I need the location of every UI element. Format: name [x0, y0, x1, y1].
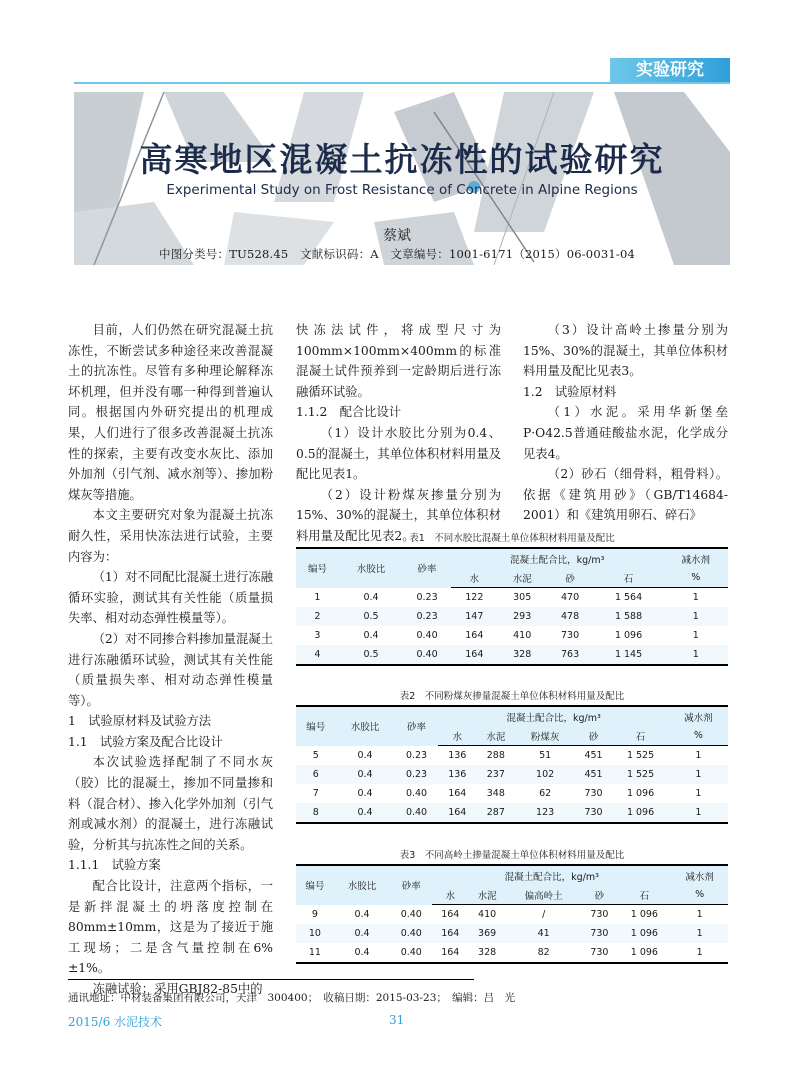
column-3	[523, 320, 728, 526]
table-cell: 1 096	[617, 943, 671, 963]
column-header: 编号	[296, 548, 339, 588]
table-cell: 10	[296, 924, 334, 943]
table-row	[296, 588, 728, 608]
table-cell: 0.4	[357, 749, 373, 761]
column-header: 水泥	[498, 568, 547, 588]
column-header: %	[664, 568, 728, 588]
table-cell: 410	[513, 630, 532, 641]
table-cell: 730	[561, 630, 580, 641]
table-cell: 1 564	[614, 592, 643, 603]
column-header: 水泥	[476, 726, 515, 746]
table-cell: 1	[695, 750, 702, 761]
table-cell: 0.40	[390, 924, 432, 943]
table-row	[296, 924, 728, 943]
column-header: %	[669, 726, 728, 746]
table-cell: 41	[506, 924, 581, 943]
table-cell: 1	[692, 630, 699, 641]
column-header: 石	[593, 568, 663, 588]
paragraph: 配合比设计，注意两个指标，一是新拌混凝土的坍落度控制在80mm±10mm，这是为了接近于施工现场；二是含气量控制在6%±1%。	[68, 879, 273, 976]
data-table	[296, 547, 728, 666]
column-header: 减水剂	[669, 706, 728, 726]
table-cell: 730	[575, 803, 613, 823]
table-cell: 1	[669, 765, 728, 784]
table-cell: 5	[312, 749, 319, 761]
paragraph: （2）砂石（细骨料，粗骨料）。依据《建筑用砂》（GB/T14684-2001）和《建筑用卵石、碎石》	[523, 467, 728, 523]
paragraph: 目前，人们仍然在研究混凝土抗冻性，不断尝试多种途径来改善混凝土的抗冻性。尽管有多种理论解释冻坏机理，但并没有哪一种得到普遍认同。根据国内外研究提出的机理成果，人们进行了很多改善混凝土抗冻性的探索，主要有改变水灰比、添加外加剂（引气剂、减水剂等）、掺加粉煤灰等措施。	[68, 323, 273, 502]
table-cell: 730	[584, 788, 603, 799]
table-cell: 0.40	[400, 908, 422, 920]
table-cell: 1 096	[617, 924, 671, 943]
column-header: 偏高岭土	[506, 885, 581, 905]
subsection-heading: 1.1.1 试验方案	[68, 858, 161, 873]
table-cell: 1 096	[626, 788, 655, 799]
paragraph: （1）设计水胶比分别为0.4、0.5的混凝土，其单位体积材料用量及配比见表1。	[296, 425, 501, 482]
column-header: 粉煤灰	[516, 726, 575, 746]
table-cell: 0.23	[416, 591, 438, 603]
table-cell: 0.23	[395, 765, 439, 784]
table-cell: 0.23	[403, 607, 451, 626]
column-header: %	[671, 885, 728, 905]
table-cell: 4	[296, 645, 339, 665]
paragraph: （3）设计高岭土掺量分别为15%、30%的混凝土，其单位体积材料用量及配比见表3。	[523, 323, 728, 379]
table-cell: 1	[696, 909, 703, 920]
column-header: 砂	[547, 568, 594, 588]
table-2	[296, 688, 728, 824]
table-cell: 348	[486, 788, 505, 799]
table-cell: 0.4	[335, 803, 394, 823]
table-cell: 1 096	[612, 803, 668, 823]
table-row	[296, 645, 728, 665]
column-header: 砂率	[403, 548, 451, 588]
table-cell: /	[542, 909, 546, 920]
column-header: 水胶比	[335, 706, 394, 746]
table-row	[296, 607, 728, 626]
table-3	[296, 847, 728, 964]
table-cell: 763	[547, 645, 594, 665]
table-cell: 11	[296, 943, 334, 963]
table-cell: 164	[465, 630, 484, 641]
page-number: 31	[389, 1013, 405, 1027]
table-cell: 164	[432, 943, 468, 963]
table-cell: 288	[486, 750, 505, 761]
table-cell: 82	[506, 943, 581, 963]
table-row	[296, 943, 728, 963]
column-header: 编号	[296, 865, 334, 905]
table-cell: 410	[478, 909, 497, 920]
subsection-heading: 1.1.2 配合比设计	[296, 405, 402, 420]
table-cell: 1	[695, 788, 702, 799]
table-cell: 6	[296, 765, 335, 784]
table-cell: 164	[448, 788, 467, 799]
table-row	[296, 905, 728, 925]
data-table	[296, 864, 728, 964]
table-cell: 0.4	[334, 943, 391, 963]
table-cell: 0.4	[354, 908, 370, 920]
table-cell: 0.4	[363, 591, 379, 603]
author: 蔡斌	[383, 228, 411, 244]
table-cell: 305	[513, 592, 532, 603]
table-row	[296, 626, 728, 645]
table-cell: 451	[575, 765, 613, 784]
table-cell: 0.4	[334, 924, 391, 943]
column-group-header: 混凝土配合比，kg/m³	[438, 706, 668, 726]
table-cell: 287	[476, 803, 515, 823]
section-heading: 1 试验原材料及试验方法	[68, 714, 212, 729]
paragraph: （2）对不同掺合料掺加量混凝土进行冻融循环试验，测试其有关性能（质量损失率、相对动态弹性模量等）。	[68, 631, 273, 708]
table-cell: 51	[539, 750, 552, 761]
table-cell: 1 525	[612, 765, 668, 784]
table-cell: 0.40	[405, 788, 428, 799]
paragraph: （1）水泥。采用华新堡垒P·O42.5普通硅酸盐水泥，化学成分见表4。	[523, 405, 728, 461]
table-cell: 1	[314, 591, 321, 603]
table-caption: 表1 不同水胶比混凝土单位体积材料用量及配比	[409, 533, 615, 544]
table-cell: 164	[441, 909, 460, 920]
column-group-header: 混凝土配合比，kg/m³	[432, 865, 671, 885]
column-group-header: 混凝土配合比，kg/m³	[451, 548, 664, 568]
table-caption: 表3 不同高岭土掺量混凝土单位体积材料用量及配比	[399, 850, 625, 861]
column-header: 水胶比	[334, 865, 391, 905]
column-header: 水	[451, 568, 498, 588]
column-header: 石	[612, 726, 668, 746]
column-header: 砂率	[390, 865, 432, 905]
table-cell: 164	[438, 803, 476, 823]
table-cell: 164	[432, 924, 468, 943]
table-cell: 293	[498, 607, 547, 626]
table-cell: 0.5	[339, 607, 403, 626]
table-cell: 1 096	[614, 630, 643, 641]
table-cell: 369	[468, 924, 506, 943]
table-cell: 136	[448, 750, 467, 761]
paragraph: （2）设计粉煤灰掺量分别为15%、30%的混凝土，其单位体积材料用量及配比见表2。	[296, 487, 501, 543]
table-cell: 0.5	[339, 645, 403, 665]
column-header: 砂	[581, 885, 617, 905]
table-body	[296, 746, 728, 824]
table-cell: 123	[516, 803, 575, 823]
column-header: 减水剂	[664, 548, 728, 568]
table-cell: 1 588	[593, 607, 663, 626]
table-cell: 1	[664, 645, 728, 665]
column-header: 砂	[575, 726, 613, 746]
table-cell: 3	[314, 630, 321, 641]
table-cell: 1	[671, 943, 728, 963]
table-cell: 164	[451, 645, 498, 665]
column-header: 水	[438, 726, 476, 746]
table-cell: 237	[476, 765, 515, 784]
table-1	[296, 530, 728, 666]
paragraph: 冻融试验：采用GBJ82-85中的	[92, 982, 263, 996]
column-header: 减水剂	[671, 865, 728, 885]
column-2	[296, 320, 501, 547]
section-tag: 实验研究	[610, 58, 730, 82]
column-1	[68, 320, 273, 1000]
table-cell: 0.4	[335, 765, 394, 784]
table-cell: 0.40	[395, 803, 439, 823]
column-header: 水泥	[468, 885, 506, 905]
data-table	[296, 705, 728, 824]
paragraph: （1）对不同配比混凝土进行冻融循环实验，测试其有关性能（质量损失率、相对动态弹性模量等）。	[68, 570, 273, 626]
paragraph: 本文主要研究对象为混凝土抗冻耐久性，采用快冻法进行试验，主要内容为：	[68, 508, 273, 564]
table-cell: 451	[584, 750, 603, 761]
table-cell: 136	[438, 765, 476, 784]
header-rule	[74, 82, 730, 84]
table-cell: 478	[547, 607, 594, 626]
table-cell: 0.23	[405, 749, 428, 761]
table-cell: 1 525	[626, 750, 655, 761]
table-cell: 2	[296, 607, 339, 626]
table-cell: 730	[590, 909, 609, 920]
table-cell: 0.4	[357, 788, 373, 799]
table-body	[296, 588, 728, 666]
table-cell: 470	[561, 592, 580, 603]
subsection-heading: 1.2 试验原材料	[523, 384, 617, 399]
table-cell: 0.40	[390, 943, 432, 963]
table-cell: 102	[516, 765, 575, 784]
table-cell: 1	[692, 592, 699, 603]
table-caption: 表2 不同粉煤灰掺量混凝土单位体积材料用量及配比	[399, 691, 625, 702]
table-row	[296, 803, 728, 823]
table-cell: 730	[581, 943, 617, 963]
column-header: 水胶比	[339, 548, 403, 588]
table-body	[296, 905, 728, 964]
column-header: 砂率	[395, 706, 439, 746]
classification-line: 中图分类号：TU528.45 文献标识码：A 文章编号：1001-6171（2015）06-0031-04	[159, 247, 635, 261]
footnote: 通讯地址：中材装备集团有限公司，天津 300400； 收稿日期：2015-03-23； 编辑：吕 光	[68, 992, 516, 1004]
table-row	[296, 765, 728, 784]
paragraph: 快冻法试件，将成型尺寸为100mm×100mm×400mm的标准混凝土试件预养到一定龄期后进行冻融循环试验。	[296, 323, 501, 399]
table-cell: 1	[669, 803, 728, 823]
table-cell: 1 145	[593, 645, 663, 665]
table-row	[296, 784, 728, 803]
footer-journal: 2015/6 水泥技术	[68, 1015, 163, 1029]
column-header: 编号	[296, 706, 335, 746]
column-header: 石	[617, 885, 671, 905]
table-cell: 0.40	[403, 645, 451, 665]
article-title-en: Experimental Study on Frost Resistance of Concrete in Alpine Regions	[166, 182, 638, 198]
table-cell: 0.4	[363, 630, 379, 641]
subsection-heading: 1.1 试验方案及配合比设计	[68, 734, 223, 749]
table-cell: 0.40	[416, 630, 438, 641]
column-header: 水	[432, 885, 468, 905]
table-cell: 62	[539, 788, 552, 799]
table-cell: 1	[671, 924, 728, 943]
table-cell: 9	[311, 908, 318, 920]
table-cell: 7	[312, 788, 319, 799]
article-title: 高寒地区混凝土抗冻性的试验研究	[139, 140, 665, 179]
table-cell: 147	[451, 607, 498, 626]
table-cell: 1 096	[630, 909, 658, 920]
table-cell: 328	[468, 943, 506, 963]
table-cell: 8	[296, 803, 335, 823]
table-cell: 1	[664, 607, 728, 626]
paragraph: 本次试验选择配制了不同水灰（胶）比的混凝土，掺加不同量掺和料（混合材）、掺入化学外加剂（引气剂或减水剂）的混凝土，进行冻融试验，分析其与抗冻性之间的关系。	[68, 755, 273, 852]
table-cell: 328	[498, 645, 547, 665]
footnote-rule	[68, 979, 474, 980]
table-cell: 730	[581, 924, 617, 943]
table-cell: 122	[465, 592, 484, 603]
table-row	[296, 746, 728, 766]
